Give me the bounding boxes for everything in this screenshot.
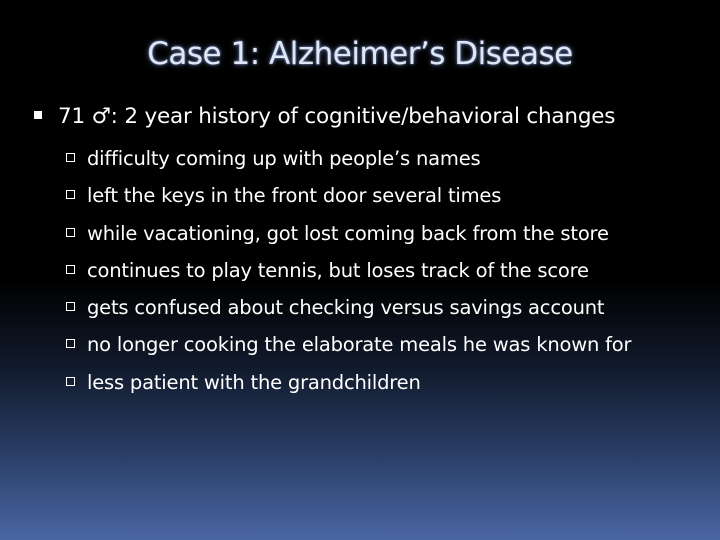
list-item: [66, 293, 631, 330]
list-item-text: left the keys in the front door several times: [87, 184, 502, 208]
list-item: [66, 219, 631, 256]
list-item-text: while vacationing, got lost coming back from the store: [87, 221, 609, 245]
main-bullet-text: 71 ♂: 2 year history of cognitive/behavioral changes: [58, 104, 616, 129]
list-item-text: difficulty coming up with people’s names: [87, 147, 481, 170]
hollow-square-bullet-icon: [66, 302, 75, 311]
list-item: [66, 330, 631, 367]
hollow-square-bullet-icon: [66, 339, 75, 348]
hollow-square-bullet-icon: [66, 228, 75, 237]
main-bullet: [34, 104, 714, 129]
list-item: [66, 256, 631, 293]
list-item-text: no longer cooking the elaborate meals he was known for: [87, 333, 632, 357]
hollow-square-bullet-icon: [66, 377, 75, 386]
square-bullet-icon: [34, 111, 42, 119]
list-item-text: continues to play tennis, but loses track of the score: [87, 258, 589, 282]
sub-bullet-list: [66, 144, 631, 405]
list-item: [66, 144, 631, 181]
hollow-square-bullet-icon: [66, 153, 75, 162]
list-item: [66, 181, 631, 218]
list-item-text: less patient with the grandchildren: [87, 370, 421, 394]
list-item: [66, 368, 631, 405]
hollow-square-bullet-icon: [66, 265, 75, 274]
slide-title: Case 1: Alzheimer’s Disease: [147, 36, 573, 72]
hollow-square-bullet-icon: [66, 190, 75, 199]
list-item-text: gets confused about checking versus savings account: [87, 296, 605, 320]
